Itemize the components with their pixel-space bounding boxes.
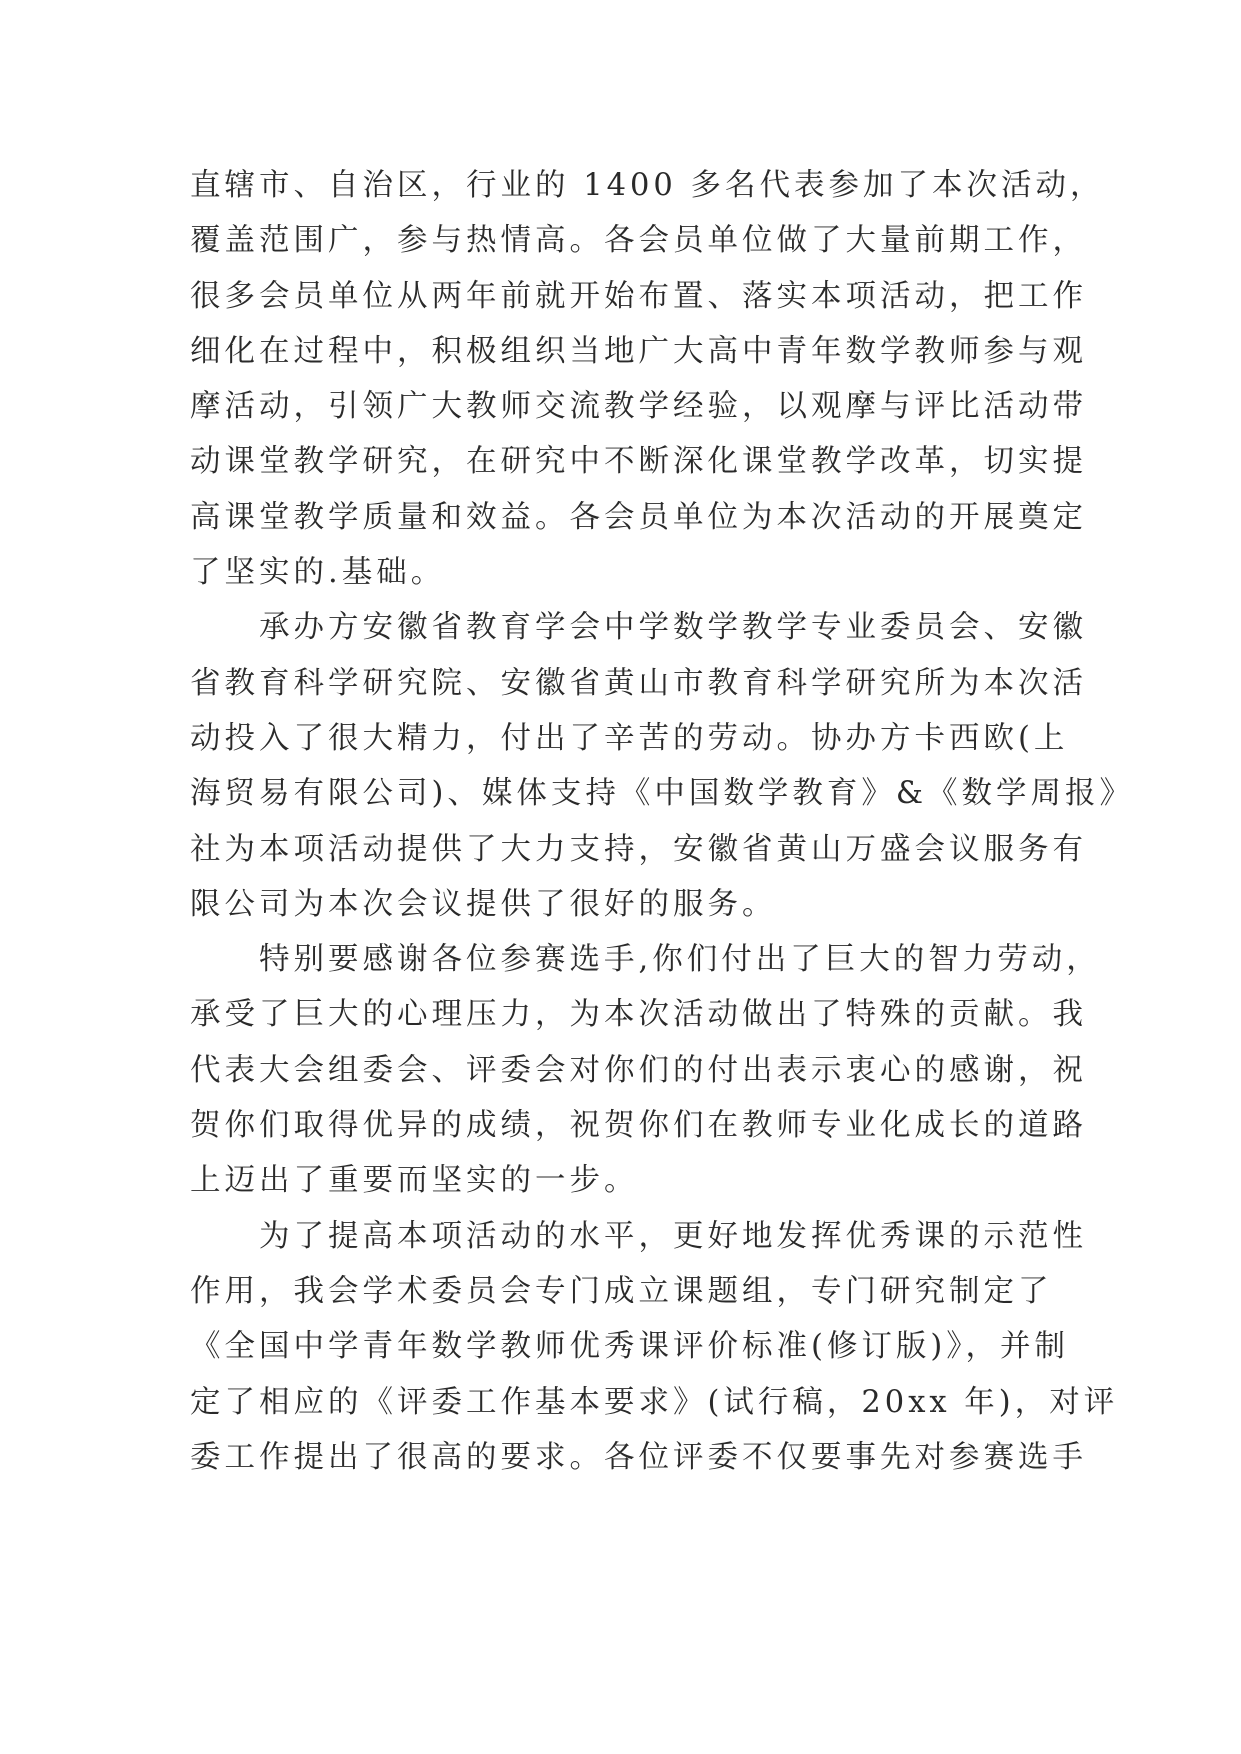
text-line: 委工作提出了很高的要求。各位评委不仅要事先对参赛选手 (190, 1439, 1087, 1475)
text-line: 代表大会组委会、评委会对你们的付出表示衷心的感谢，祝 (190, 1052, 1087, 1088)
text-line: 作用，我会学术委员会专门成立课题组，专门研究制定了 (190, 1273, 1053, 1309)
text-line: 定了相应的《评委工作基本要求》(试行稿，20xx 年)，对评 (190, 1384, 1119, 1420)
text-line: 承办方安徽省教育学会中学数学教学专业委员会、安徽 (190, 610, 1087, 646)
text-line: 直辖市、自治区，行业的 1400 多名代表参加了本次活动， (190, 168, 1105, 203)
text-line: 细化在过程中，积极组织当地广大高中青年数学教师参与观 (190, 333, 1087, 369)
text-line: 很多会员单位从两年前就开始布置、落实本项活动，把工作 (190, 278, 1087, 314)
text-line: 《全国中学青年数学教师优秀课评价标准(修订版)》，并制 (190, 1329, 1070, 1365)
text-line: 上迈出了重要而坚实的一步。 (190, 1163, 639, 1199)
text-line: 贺你们取得优异的成绩，祝贺你们在教师专业化成长的道路 (190, 1108, 1087, 1144)
text-line: 承受了巨大的心理压力，为本次活动做出了特殊的贡献。我 (190, 997, 1087, 1033)
text-line: 限公司为本次会议提供了很好的服务。 (190, 886, 777, 922)
text-line: 海贸易有限公司)、媒体支持《中国数学教育》&《数学周报》 (190, 776, 1135, 812)
text-line: 省教育科学研究院、安徽省黄山市教育科学研究所为本次活 (190, 665, 1087, 701)
text-line: 覆盖范围广，参与热情高。各会员单位做了大量前期工作， (190, 223, 1087, 259)
text-line: 了坚实的.基础。 (190, 555, 446, 591)
text-line: 摩活动，引领广大教师交流教学经验，以观摩与评比活动带 (190, 389, 1087, 425)
text-line: 动投入了很大精力，付出了辛苦的劳动。协办方卡西欧(上 (190, 720, 1069, 756)
text-line: 动课堂教学研究，在研究中不断深化课堂教学改革，切实提 (190, 444, 1087, 480)
text-line: 特别要感谢各位参赛选手,你们付出了巨大的智力劳动， (190, 942, 1101, 978)
text-line: 高课堂教学质量和效益。各会员单位为本次活动的开展奠定 (190, 499, 1087, 535)
text-line: 为了提高本项活动的水平，更好地发挥优秀课的示范性 (190, 1218, 1087, 1254)
body-text (190, 158, 1135, 1485)
text-line: 社为本项活动提供了大力支持，安徽省黄山万盛会议服务有 (190, 831, 1087, 867)
